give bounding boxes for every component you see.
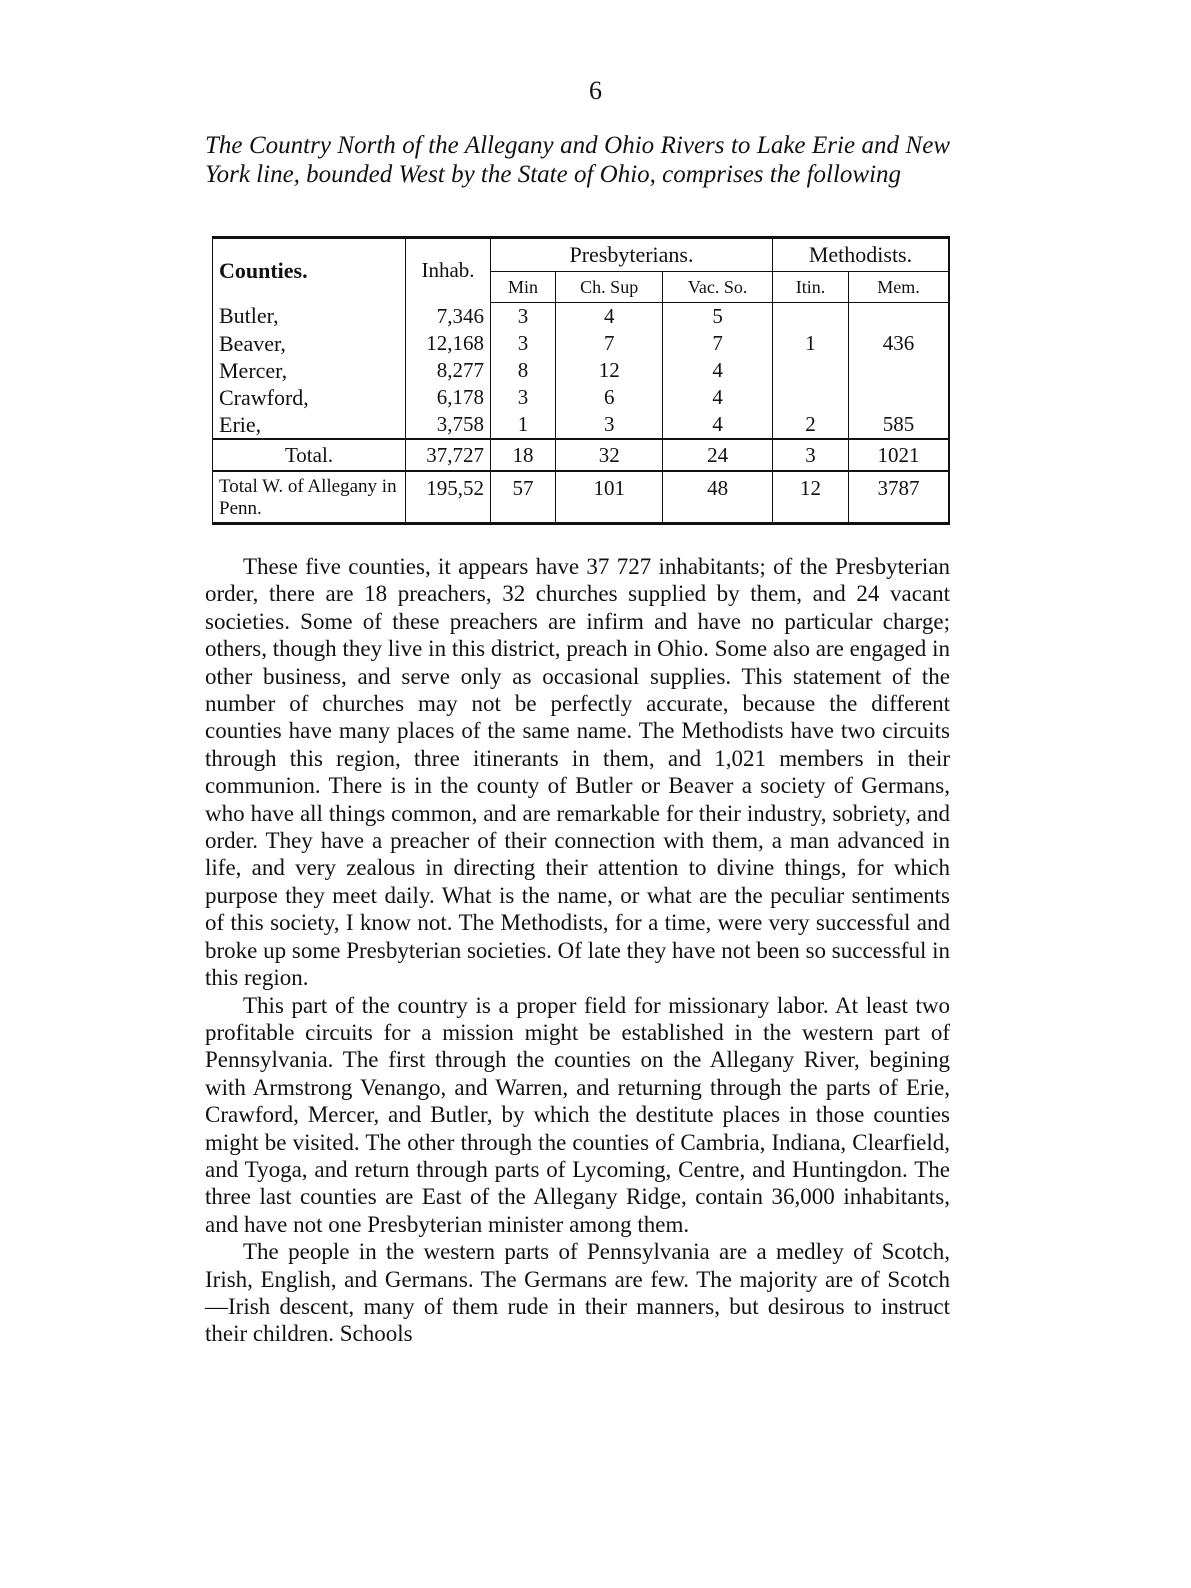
county-vac-so: 4 [663, 411, 773, 439]
grand-total-itin: 12 [772, 471, 848, 524]
total-vac-so: 24 [663, 439, 773, 471]
table-row [213, 411, 950, 439]
total-row [213, 439, 950, 471]
county-statistics-table [212, 236, 950, 525]
county-ch-sup: 4 [556, 303, 663, 331]
paragraph: These five counties, it appears have 37 727 inhabitants; of the Presbyterian order, there are 18 preachers, 32 churches supplied by them, and 24 vacant societies. Some of these preachers are infirm and have no particular charge; others, though they live in this district, preach in Ohio. Some also are engaged in other business, and serve only as occasional supplies. This statement of the number of churches may not be perfectly accurate, because the different counties have many places of the same name. The Methodists have two circuits through this region, three itinerants in them, and 1,021 members in their communion. There is in the county of Butler or Beaver a society of Germans, who have all things common, and are remarkable for their industry, sobriety, and order. They have a preacher of their connection with them, a man advanced in life, and very zealous in directing their attention to divine things, for which purpose they meet daily. What is the name, or what are the peculiar sentiments of this society, I know not. The Methodists, for a time, were very successful and broke up some Presbyterian societies. Of late they have not been so successful in this region. [205, 554, 950, 991]
county-mem [849, 357, 949, 384]
grand-total-ch-sup: 101 [556, 471, 663, 524]
grand-total-min: 57 [491, 471, 556, 524]
county-inhab: 6,178 [406, 384, 491, 411]
header-itin: Itin. [772, 272, 848, 303]
total-min: 18 [491, 439, 556, 471]
grand-total-inhab: 195,52 [406, 471, 491, 524]
county-min: 3 [491, 303, 556, 331]
header-min: Min [491, 272, 556, 303]
header-ch-sup: Ch. Sup [556, 272, 663, 303]
county-mem: 436 [849, 330, 949, 357]
county-itin: 1 [772, 330, 848, 357]
county-itin [772, 384, 848, 411]
county-name: Mercer, [213, 357, 406, 384]
total-label: Total. [213, 439, 406, 471]
county-inhab: 12,168 [406, 330, 491, 357]
county-vac-so: 4 [663, 357, 773, 384]
county-mem: 585 [849, 411, 949, 439]
total-itin: 3 [772, 439, 848, 471]
county-vac-so: 7 [663, 330, 773, 357]
total-mem: 1021 [849, 439, 949, 471]
body-text [205, 553, 950, 1348]
county-inhab: 8,277 [406, 357, 491, 384]
intro-heading: The Country North of the Allegany and Ohio Rivers to Lake Erie and New York line, bounded West by the State of Ohio, comprises the following [205, 132, 950, 188]
county-inhab: 7,346 [406, 303, 491, 331]
header-mem: Mem. [849, 272, 949, 303]
total-ch-sup: 32 [556, 439, 663, 471]
header-vac-so: Vac. So. [663, 272, 773, 303]
county-name: Beaver, [213, 330, 406, 357]
paragraph: The people in the western parts of Pennsylvania are a medley of Scotch, Irish, English, and Germans. The Germans are few. The majority are of Scotch—Irish descent, many of them rude in their manners, but desirous to instruct their children. Schools [205, 1239, 950, 1347]
county-name: Butler, [213, 303, 406, 331]
county-mem [849, 384, 949, 411]
county-itin [772, 357, 848, 384]
paragraph: This part of the country is a proper field for missionary labor. At least two profitable circuits for a mission might be established in the western part of Pennsylvania. The first through the counties on the Allegany River, begining with Armstrong Venango, and Warren, and returning through the parts of Erie, Crawford, Mercer, and Butler, by which the destitute places in those counties might be visited. The other through the counties of Cambria, Indiana, Clearfield, and Tyoga, and return through parts of Lycoming, Centre, and Huntingdon. The three last counties are East of the Allegany Ridge, contain 36,000 inhabitants, and have not one Presbyterian minister among them. [205, 992, 950, 1237]
grand-total-mem: 3787 [849, 471, 949, 524]
county-ch-sup: 6 [556, 384, 663, 411]
county-ch-sup: 7 [556, 330, 663, 357]
header-presbyterians: Presbyterians. [491, 238, 773, 272]
header-inhab: Inhab. [406, 238, 491, 303]
county-min: 1 [491, 411, 556, 439]
county-min: 3 [491, 330, 556, 357]
county-inhab: 3,758 [406, 411, 491, 439]
page-number: 6 [589, 76, 602, 105]
county-vac-so: 4 [663, 384, 773, 411]
county-itin [772, 303, 848, 331]
county-name: Crawford, [213, 384, 406, 411]
table-row [213, 357, 950, 384]
county-vac-so: 5 [663, 303, 773, 331]
county-ch-sup: 3 [556, 411, 663, 439]
grand-total-label: Total W. of Allegany in Penn. [213, 471, 406, 524]
header-methodists: Methodists. [772, 238, 949, 272]
grand-total-row [213, 471, 950, 524]
header-counties: Counties. [213, 238, 406, 303]
county-name: Erie, [213, 411, 406, 439]
county-min: 3 [491, 384, 556, 411]
county-ch-sup: 12 [556, 357, 663, 384]
table-row [213, 384, 950, 411]
table-row [213, 330, 950, 357]
grand-total-vac-so: 48 [663, 471, 773, 524]
table-row [213, 303, 950, 331]
county-itin: 2 [772, 411, 848, 439]
county-min: 8 [491, 357, 556, 384]
county-mem [849, 303, 949, 331]
total-inhab: 37,727 [406, 439, 491, 471]
